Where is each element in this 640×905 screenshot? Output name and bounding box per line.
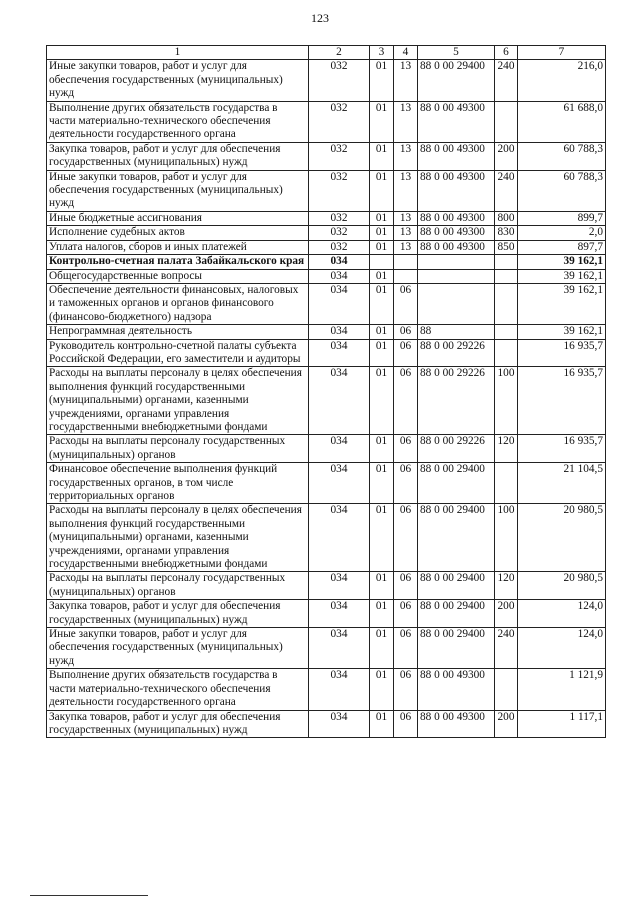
target-article-code: 88 0 00 49300 [418, 226, 495, 240]
expense-type-code: 240 [495, 628, 518, 669]
item-name: Расходы на выплаты персоналу в целях обеспечения выполнения функций государственными (муниципальными) органами, казенными учреждениями, органами управления государственными внебюджетными фондами [47, 367, 309, 435]
table-row [47, 269, 606, 283]
item-name: Закупка товаров, работ и услуг для обеспечения государственных (муниципальных) нужд [47, 710, 309, 738]
section-code: 01 [370, 669, 394, 710]
ministry-code: 034 [309, 600, 370, 628]
expense-type-code: 830 [495, 226, 518, 240]
section-code: 01 [370, 60, 394, 101]
subsection-code: 06 [394, 367, 418, 435]
amount: 16 935,7 [518, 435, 606, 463]
expense-type-code [495, 283, 518, 324]
ministry-code: 032 [309, 240, 370, 254]
table-row [47, 463, 606, 504]
amount: 39 162,1 [518, 269, 606, 283]
section-code: 01 [370, 101, 394, 142]
amount: 60 788,3 [518, 142, 606, 170]
amount: 61 688,0 [518, 101, 606, 142]
target-article-code [418, 269, 495, 283]
amount: 897,7 [518, 240, 606, 254]
amount: 899,7 [518, 211, 606, 225]
column-header: 1 [47, 46, 309, 60]
item-name: Расходы на выплаты персоналу государственных (муниципальных) органов [47, 435, 309, 463]
amount: 20 980,5 [518, 504, 606, 572]
subsection-code: 06 [394, 600, 418, 628]
item-name: Общегосударственные вопросы [47, 269, 309, 283]
column-header: 4 [394, 46, 418, 60]
subsection-code [394, 255, 418, 269]
ministry-code: 034 [309, 463, 370, 504]
ministry-code: 034 [309, 255, 370, 269]
item-name: Финансовое обеспечение выполнения функций государственных органов, в том числе территориальных органов [47, 463, 309, 504]
table-row [47, 339, 606, 367]
amount: 1 121,9 [518, 669, 606, 710]
amount: 216,0 [518, 60, 606, 101]
subsection-code: 06 [394, 435, 418, 463]
subsection-code: 13 [394, 211, 418, 225]
target-article-code: 88 [418, 325, 495, 339]
subsection-code: 13 [394, 101, 418, 142]
amount: 20 980,5 [518, 572, 606, 600]
expense-type-code [495, 339, 518, 367]
item-name: Иные бюджетные ассигнования [47, 211, 309, 225]
target-article-code: 88 0 00 29400 [418, 504, 495, 572]
ministry-code: 034 [309, 435, 370, 463]
section-code: 01 [370, 142, 394, 170]
expense-type-code [495, 325, 518, 339]
target-article-code: 88 0 00 29226 [418, 435, 495, 463]
section-code: 01 [370, 600, 394, 628]
expense-type-code: 240 [495, 170, 518, 211]
section-code: 01 [370, 435, 394, 463]
item-name: Расходы на выплаты персоналу в целях обеспечения выполнения функций государственными (муниципальными) органами, казенными учреждениями, органами управления государственными внебюджетными фондами [47, 504, 309, 572]
table-row [47, 101, 606, 142]
table-row [47, 628, 606, 669]
section-code: 01 [370, 211, 394, 225]
subsection-code: 13 [394, 170, 418, 211]
item-name: Руководитель контрольно-счетной палаты субъекта Российской Федерации, его заместители и аудиторы [47, 339, 309, 367]
item-name: Иные закупки товаров, работ и услуг для обеспечения государственных (муниципальных) нужд [47, 60, 309, 101]
ministry-code: 034 [309, 283, 370, 324]
ministry-code: 034 [309, 367, 370, 435]
amount: 39 162,1 [518, 325, 606, 339]
target-article-code: 88 0 00 49300 [418, 101, 495, 142]
budget-table [46, 45, 606, 738]
table-row [47, 211, 606, 225]
ministry-code: 034 [309, 504, 370, 572]
expense-type-code: 200 [495, 142, 518, 170]
ministry-code: 034 [309, 628, 370, 669]
table-row [47, 170, 606, 211]
expense-type-code: 850 [495, 240, 518, 254]
section-code: 01 [370, 283, 394, 324]
ministry-code: 032 [309, 170, 370, 211]
section-code: 01 [370, 339, 394, 367]
expense-type-code [495, 669, 518, 710]
subsection-code: 13 [394, 60, 418, 101]
table-row [47, 283, 606, 324]
target-article-code: 88 0 00 29400 [418, 600, 495, 628]
column-header: 3 [370, 46, 394, 60]
amount: 39 162,1 [518, 283, 606, 324]
ministry-code: 034 [309, 572, 370, 600]
ministry-code: 034 [309, 269, 370, 283]
table-row [47, 60, 606, 101]
ministry-code: 034 [309, 325, 370, 339]
subsection-code: 13 [394, 226, 418, 240]
section-code: 01 [370, 572, 394, 600]
target-article-code: 88 0 00 49300 [418, 669, 495, 710]
ministry-code: 034 [309, 339, 370, 367]
table-row [47, 226, 606, 240]
target-article-code: 88 0 00 49300 [418, 170, 495, 211]
target-article-code: 88 0 00 49300 [418, 710, 495, 738]
table-row [47, 669, 606, 710]
subsection-code: 06 [394, 710, 418, 738]
expense-type-code: 800 [495, 211, 518, 225]
amount: 124,0 [518, 628, 606, 669]
amount: 124,0 [518, 600, 606, 628]
expense-type-code [495, 255, 518, 269]
column-header: 6 [495, 46, 518, 60]
section-code [370, 255, 394, 269]
subsection-code: 06 [394, 463, 418, 504]
expense-type-code: 120 [495, 572, 518, 600]
amount: 1 117,1 [518, 710, 606, 738]
item-name: Закупка товаров, работ и услуг для обеспечения государственных (муниципальных) нужд [47, 600, 309, 628]
section-code: 01 [370, 628, 394, 669]
target-article-code: 88 0 00 29400 [418, 572, 495, 600]
subsection-code: 06 [394, 339, 418, 367]
expense-type-code: 100 [495, 367, 518, 435]
target-article-code: 88 0 00 49300 [418, 211, 495, 225]
target-article-code: 88 0 00 49300 [418, 240, 495, 254]
amount: 60 788,3 [518, 170, 606, 211]
expense-type-code [495, 101, 518, 142]
target-article-code [418, 255, 495, 269]
section-code: 01 [370, 240, 394, 254]
subsection-code: 13 [394, 240, 418, 254]
table-row [47, 572, 606, 600]
item-name: Закупка товаров, работ и услуг для обеспечения государственных (муниципальных) нужд [47, 142, 309, 170]
amount: 16 935,7 [518, 367, 606, 435]
amount: 16 935,7 [518, 339, 606, 367]
table-row [47, 240, 606, 254]
subsection-code: 06 [394, 572, 418, 600]
section-code: 01 [370, 367, 394, 435]
table-row [47, 367, 606, 435]
table-row [47, 255, 606, 269]
table-row [47, 435, 606, 463]
section-code: 01 [370, 269, 394, 283]
column-header: 2 [309, 46, 370, 60]
table-header-row [47, 46, 606, 60]
item-name: Выполнение других обязательств государства в части материально-технического обеспечения деятельности государственного органа [47, 101, 309, 142]
section-code: 01 [370, 170, 394, 211]
section-code: 01 [370, 710, 394, 738]
item-name: Иные закупки товаров, работ и услуг для обеспечения государственных (муниципальных) нужд [47, 170, 309, 211]
section-code: 01 [370, 325, 394, 339]
item-name: Выполнение других обязательств государства в части материально-технического обеспечения деятельности государственного органа [47, 669, 309, 710]
subsection-code: 06 [394, 504, 418, 572]
target-article-code: 88 0 00 49300 [418, 142, 495, 170]
expense-type-code: 120 [495, 435, 518, 463]
item-name: Исполнение судебных актов [47, 226, 309, 240]
target-article-code [418, 283, 495, 324]
ministry-code: 032 [309, 60, 370, 101]
item-name: Непрограммная деятельность [47, 325, 309, 339]
expense-type-code: 200 [495, 600, 518, 628]
ministry-code: 034 [309, 710, 370, 738]
item-name: Контрольно-счетная палата Забайкальского края [47, 255, 309, 269]
subsection-code: 13 [394, 142, 418, 170]
section-code: 01 [370, 226, 394, 240]
subsection-code: 06 [394, 669, 418, 710]
ministry-code: 032 [309, 226, 370, 240]
page-number: 123 [311, 11, 329, 25]
amount: 39 162,1 [518, 255, 606, 269]
target-article-code: 88 0 00 29226 [418, 339, 495, 367]
section-code: 01 [370, 463, 394, 504]
target-article-code: 88 0 00 29226 [418, 367, 495, 435]
ministry-code: 034 [309, 669, 370, 710]
table-row [47, 142, 606, 170]
table-row [47, 600, 606, 628]
ministry-code: 032 [309, 211, 370, 225]
expense-type-code [495, 463, 518, 504]
subsection-code: 06 [394, 628, 418, 669]
table-row [47, 504, 606, 572]
footnote-rule [30, 895, 148, 896]
item-name: Расходы на выплаты персоналу государственных (муниципальных) органов [47, 572, 309, 600]
subsection-code [394, 269, 418, 283]
subsection-code: 06 [394, 325, 418, 339]
amount: 21 104,5 [518, 463, 606, 504]
table-row [47, 710, 606, 738]
target-article-code: 88 0 00 29400 [418, 628, 495, 669]
target-article-code: 88 0 00 29400 [418, 463, 495, 504]
expense-type-code: 240 [495, 60, 518, 101]
column-header: 5 [418, 46, 495, 60]
expense-type-code: 200 [495, 710, 518, 738]
item-name: Уплата налогов, сборов и иных платежей [47, 240, 309, 254]
amount: 2,0 [518, 226, 606, 240]
target-article-code: 88 0 00 29400 [418, 60, 495, 101]
table-row [47, 325, 606, 339]
ministry-code: 032 [309, 101, 370, 142]
item-name: Иные закупки товаров, работ и услуг для обеспечения государственных (муниципальных) нужд [47, 628, 309, 669]
table-body [47, 60, 606, 738]
section-code: 01 [370, 504, 394, 572]
ministry-code: 032 [309, 142, 370, 170]
item-name: Обеспечение деятельности финансовых, налоговых и таможенных органов и органов финансового (финансово-бюджетного) надзора [47, 283, 309, 324]
column-header: 7 [518, 46, 606, 60]
expense-type-code [495, 269, 518, 283]
expense-type-code: 100 [495, 504, 518, 572]
subsection-code: 06 [394, 283, 418, 324]
